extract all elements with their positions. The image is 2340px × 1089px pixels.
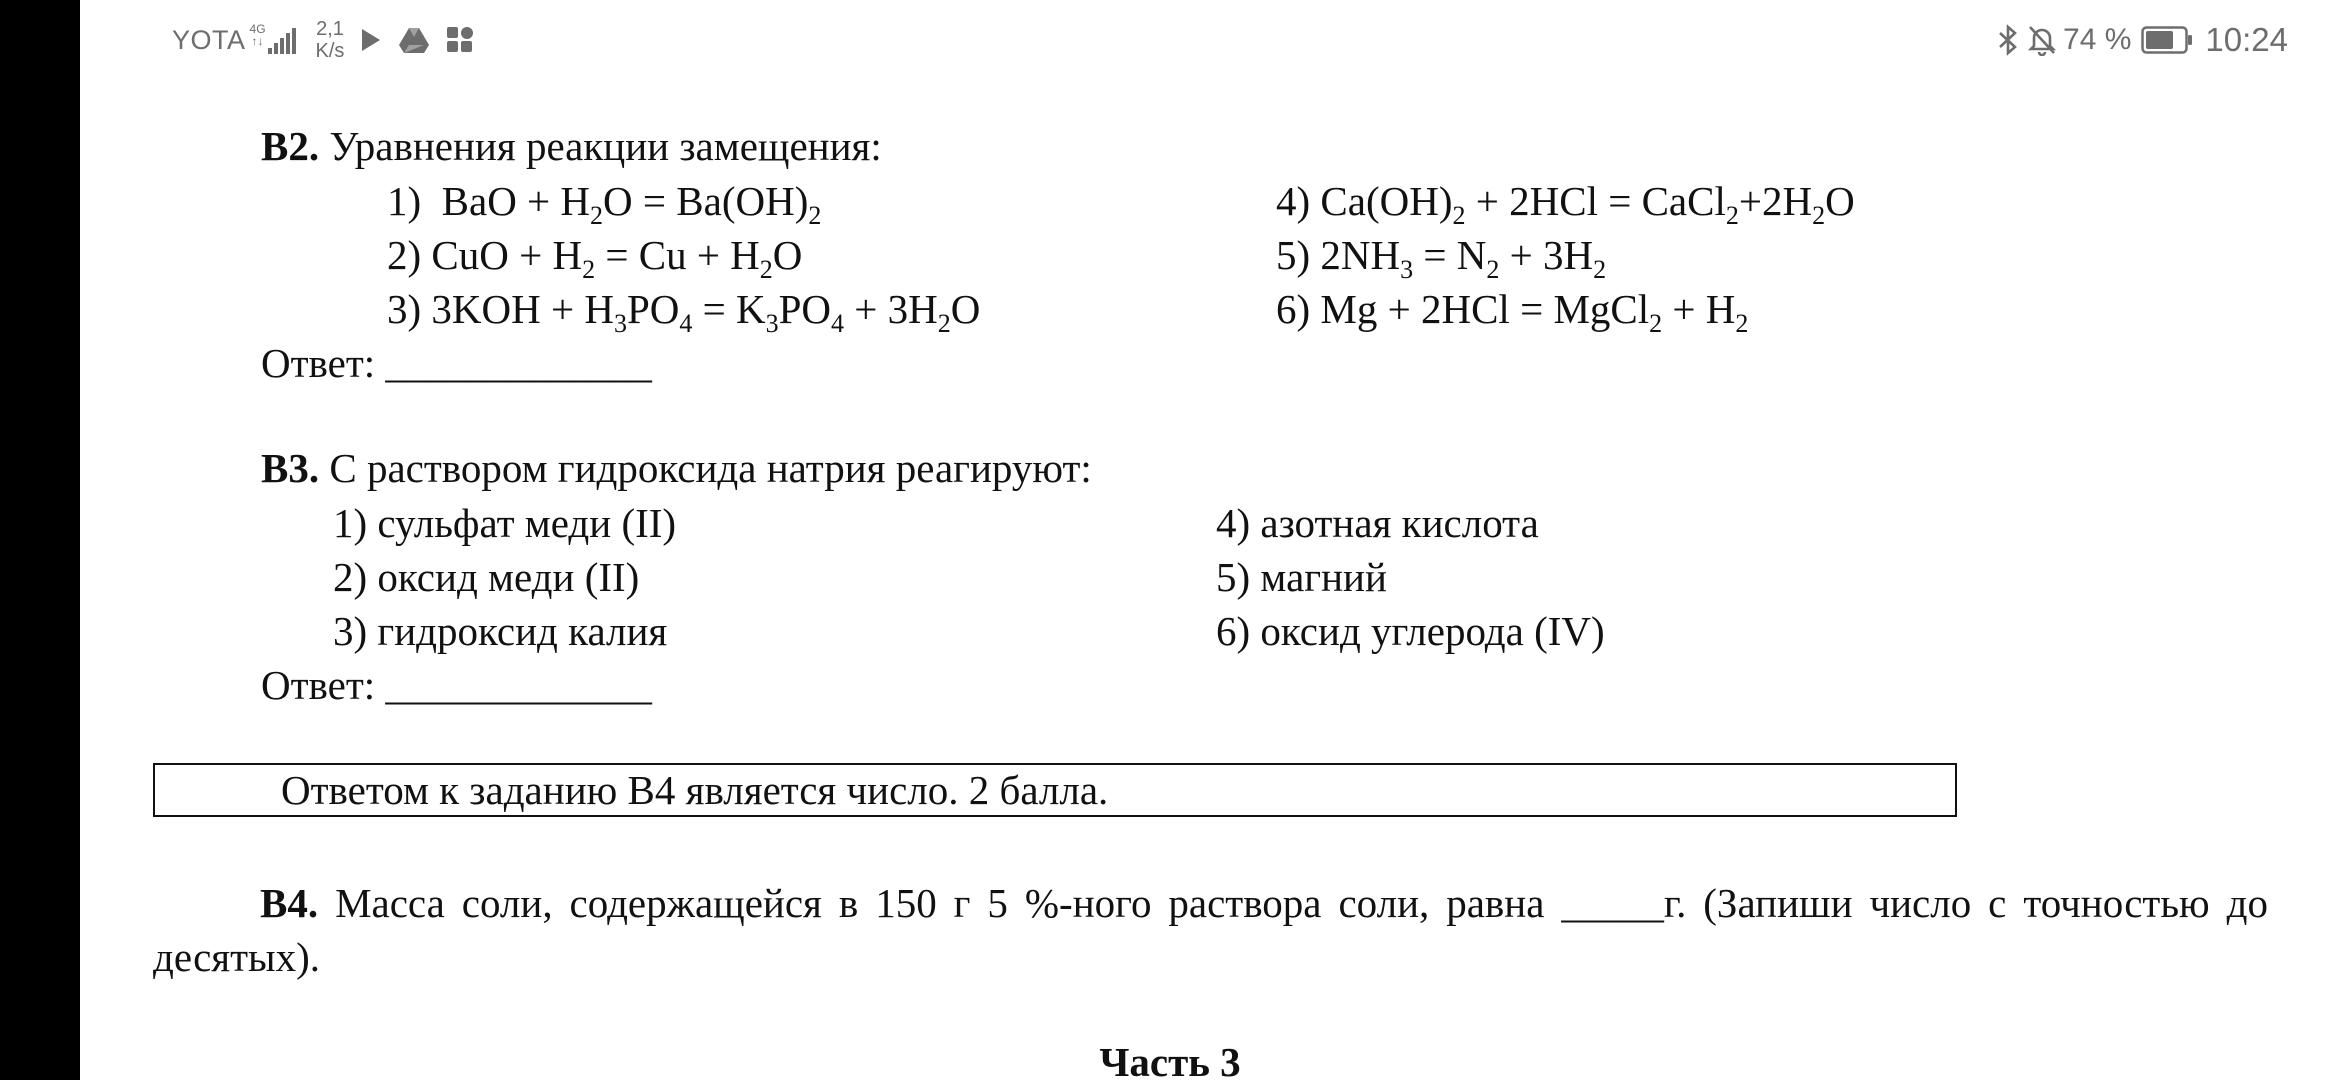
b3-option-6: 6) оксид углерода (IV) — [1216, 608, 1605, 654]
network-type-label: 4G — [249, 22, 266, 36]
b3-label: B3. — [261, 445, 320, 491]
part3-heading: Часть 3 — [1099, 1039, 1241, 1085]
b3-heading — [261, 441, 1092, 495]
b4-info-box — [153, 763, 1957, 817]
b2-equation-5: 5) $2NH_3 = N_2 + 3H_2$ — [1276, 232, 1607, 284]
b3-option-4: 4) азотная кислота — [1216, 500, 1539, 546]
b2-answer-line[interactable]: Ответ: _____________ — [261, 340, 652, 386]
b3-option-2: 2) оксид меди (II) — [333, 554, 640, 600]
b2-equation-6: 6) Mg + 2HCl = MgCl$_2$ + $H_2$ — [1276, 286, 1749, 338]
b3-option-3: 3) гидроксид калия — [333, 608, 668, 654]
network-activity: ↑↓ — [251, 34, 264, 48]
speed-value: 2,1 — [316, 18, 344, 40]
battery-percent: 74 % — [2063, 23, 2132, 56]
b2-equation-4: 4) $Ca(OH)_2 + 2HCl$ = $CaCl_2+2H_2O$ — [1276, 178, 1855, 230]
b2-equation-2: 2) CuO + $H_2 = Cu + H_2O$ — [387, 232, 803, 284]
b4-text: Масса соли, содержащейся в 150 г 5 %-ного раствора соли, равна _____г. (Запиши число с точностью до десятых). — [153, 880, 2268, 980]
b3-answer-line[interactable]: Ответ: _____________ — [261, 662, 652, 708]
b4-info-text: Ответом к заданию B4 является число. 2 балла. — [281, 767, 1109, 813]
b2-equation-1: 1) BaO + $H_2O = Ba(OH)_2$ — [387, 178, 822, 230]
b2-title: Уравнения реакции замещения: — [319, 123, 882, 169]
b3-option-5: 5) магний — [1216, 554, 1387, 600]
b3-option-1: 1) сульфат меди (II) — [333, 500, 677, 546]
b2-equation-3: 3) $3KOH + H_3PO_4 = K_3PO_4 + 3H_2O$ — [387, 286, 981, 338]
clock: 10:24 — [2205, 21, 2288, 58]
speed-unit: K/s — [315, 40, 345, 62]
carrier-name: YOTA — [172, 24, 246, 55]
b4-label: B4. — [260, 880, 319, 926]
b2-label: B2. — [261, 123, 320, 169]
b4-question — [153, 876, 2268, 984]
b3-title: С раствором гидроксида натрия реагируют: — [319, 445, 1092, 491]
b2-heading — [261, 119, 882, 173]
